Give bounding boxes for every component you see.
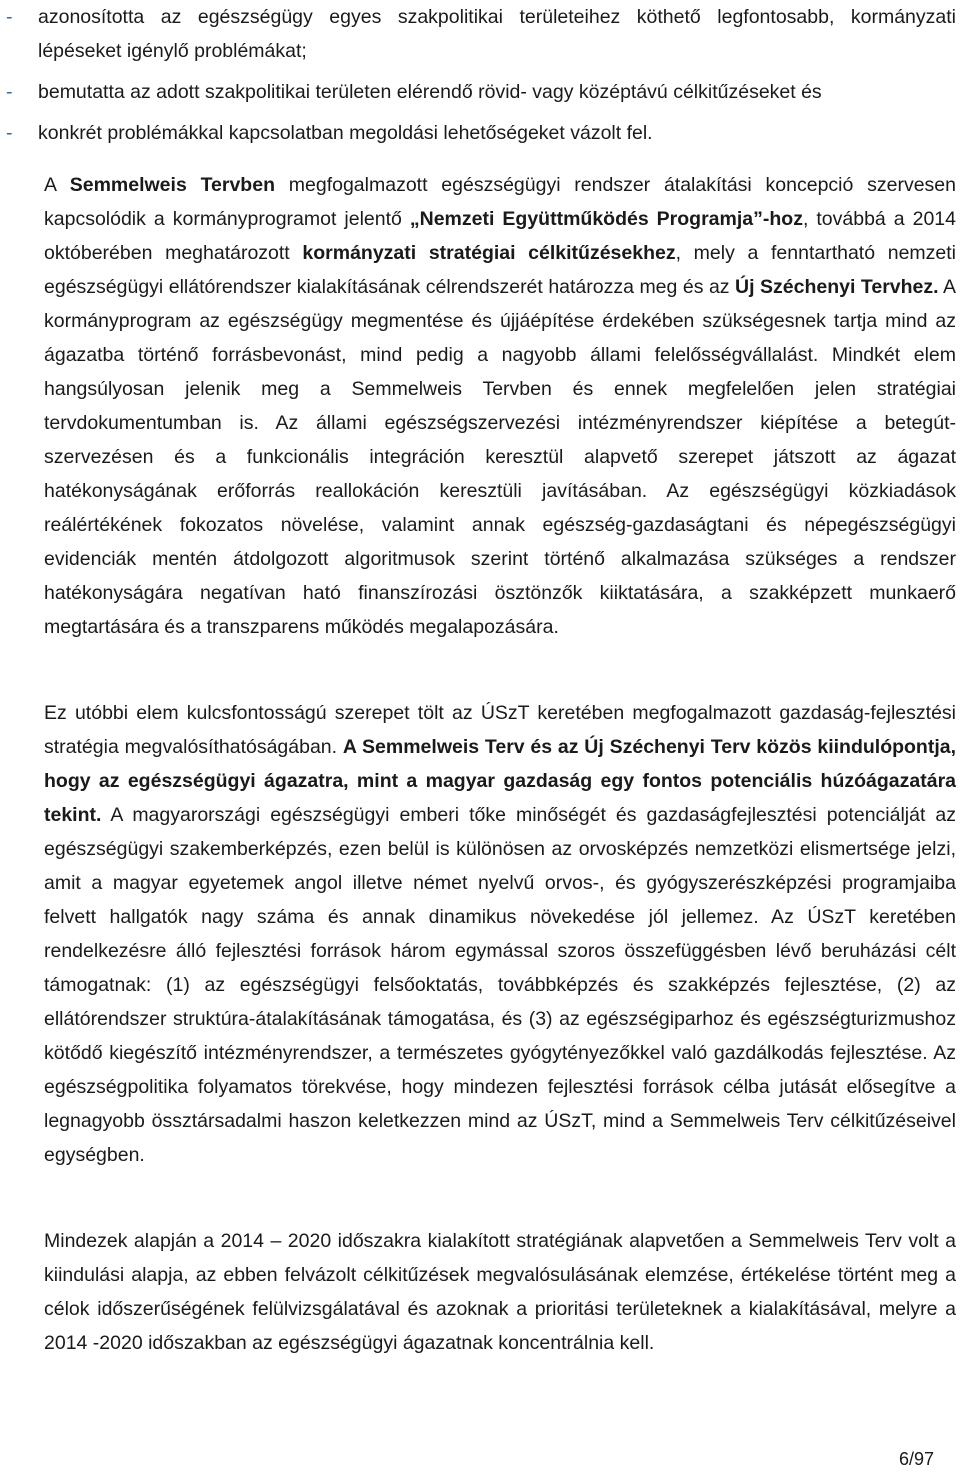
text-run: megfogalmazott egészségügyi rendszer átalakítási koncepció szervesen kapcsolódik a kormányprogramot jelentő bbox=[44, 174, 956, 230]
paragraph bbox=[44, 168, 956, 644]
bold-run: „Nemzeti Együttműködés Programja”-hoz bbox=[409, 208, 803, 230]
bullet-text: bemutatta az adott szakpolitikai területen elérendő rövid- vagy középtávú célkitűzéseket és bbox=[38, 81, 822, 103]
bold-run: Semmelweis Tervben bbox=[69, 174, 275, 196]
text-run: A magyarországi egészségügyi emberi tőke minőségét és gazdaságfejlesztési potenciálját az egészségügyi szakemberképzés, ezen belül is különösen az orvosképzés nemzetközi elismertsége jelzi, amit a magyar egyetemek angol illetve német nyelvű orvos-, és gyógyszerészképzési programjaiba felvett hallgatók nagy száma és annak dinamikus növekedése jól jellemez. Az ÚSzT keretében rendelkezésre álló fejlesztési források három egymással szoros összefüggésben lévő beruházási célt támogatnak: (1) az egészségügyi felsőoktatás, továbbképzés és szakképzés fejlesztése, (2) az ellátórendszer struktúra-átalakításának támogatása, és (3) az egészségiparhoz és egészségturizmushoz kötődő kiegészítő intézményrendszer, a természetes gyógytényezőkkel való gazdálkodás fejlesztése. Az egészségpolitika folyamatos törekvése, hogy mindezen fejlesztési források célba jutását elősegítve a legnagyobb össztársadalmi haszon keletkezzen mind az ÚSzT, mind a Semmelweis Terv célkitűzéseivel egységben. bbox=[44, 804, 956, 1166]
text-run: , továbbá a 2014 októberében meghatározott bbox=[44, 208, 957, 264]
text-run: , mely a fenntartható nemzeti egészségügyi ellátórendszer kialakításának célrendszerét határozza meg és az bbox=[44, 242, 957, 298]
text-run: A kormányprogram az egészségügy megmentése és újjáépítése érdekében szükségesnek tartja mind az ágazatba történő forrásbevonást, mind pedig a nagyobb állami felelősségvállalást. Mindkét elem hangsúlyosan jelenik meg a Semmelweis Tervben és ennek megfelelően jelen stratégiai tervdokumentumban is. Az állami egészségszervezési intézményrendszer kiépítése a betegút-szervezésen és a funkcionális integráción keresztül alapvető szerepet játszott az ágazat hatékonyságának erőforrás reallokáción keresztüli javításában. Az egészségügyi közkiadások reálértékének fokozatos növelése, valamint annak egészség-gazdaságtani és népegészségügyi evidenciák mentén átdolgozott algoritmusok szerint történő alkalmazása szükséges a rendszer hatékonyságára negatívan ható finanszírozási ösztönzők kiiktatására, a szakképzett munkaerő megtartására és a transzparens működés megalapozására. bbox=[44, 276, 956, 638]
text-run: A bbox=[44, 174, 70, 196]
paragraph bbox=[44, 696, 956, 1172]
bullet-text: azonosította az egészségügy egyes szakpolitikai területeihez köthető legfontosabb, kormányzati lépéseket igénylő problémákat; bbox=[38, 6, 956, 62]
bullet-item bbox=[0, 0, 956, 68]
page-number: 6/97 bbox=[898, 1449, 934, 1469]
bullet-marker: - bbox=[6, 81, 13, 103]
bullet-marker: - bbox=[6, 122, 13, 144]
bold-run: kormányzati stratégiai célkitűzésekhez bbox=[302, 242, 676, 264]
text-run: Mindezek alapján a 2014 – 2020 időszakra kialakított stratégiának alapvetően a Semmelweis Terv volt a kiindulási alapja, az ebben felvázolt célkitűzések megvalósulásának elemzése, értékelése történt meg a célok időszerűségének felülvizsgálatával és azoknak a prioritási területeknek a kialakításával, melyre a 2014 -2020 időszakban az egészségügyi ágazatnak koncentrálnia kell. bbox=[44, 1230, 956, 1354]
bullet-item bbox=[0, 116, 956, 150]
paragraph bbox=[44, 1224, 956, 1360]
bullet-marker: - bbox=[6, 6, 13, 28]
text-run: Ez utóbbi elem kulcsfontosságú szerepet tölt az ÚSzT keretében megfogalmazott gazdaság-fejlesztési stratégia megvalósíthatóságában. bbox=[44, 702, 956, 758]
bullet-item bbox=[0, 75, 956, 109]
bullet-text: konkrét problémákkal kapcsolatban megoldási lehetőségeket vázolt fel. bbox=[38, 122, 653, 144]
bold-run: A Semmelweis Terv és az Új Széchenyi Terv közös kiindulópontja, hogy az egészségügyi ágazatra, mint a magyar gazdaság egy fontos potenciális húzóágazatára tekint. bbox=[44, 736, 957, 826]
bold-run: Új Széchenyi Tervhez. bbox=[735, 276, 939, 298]
